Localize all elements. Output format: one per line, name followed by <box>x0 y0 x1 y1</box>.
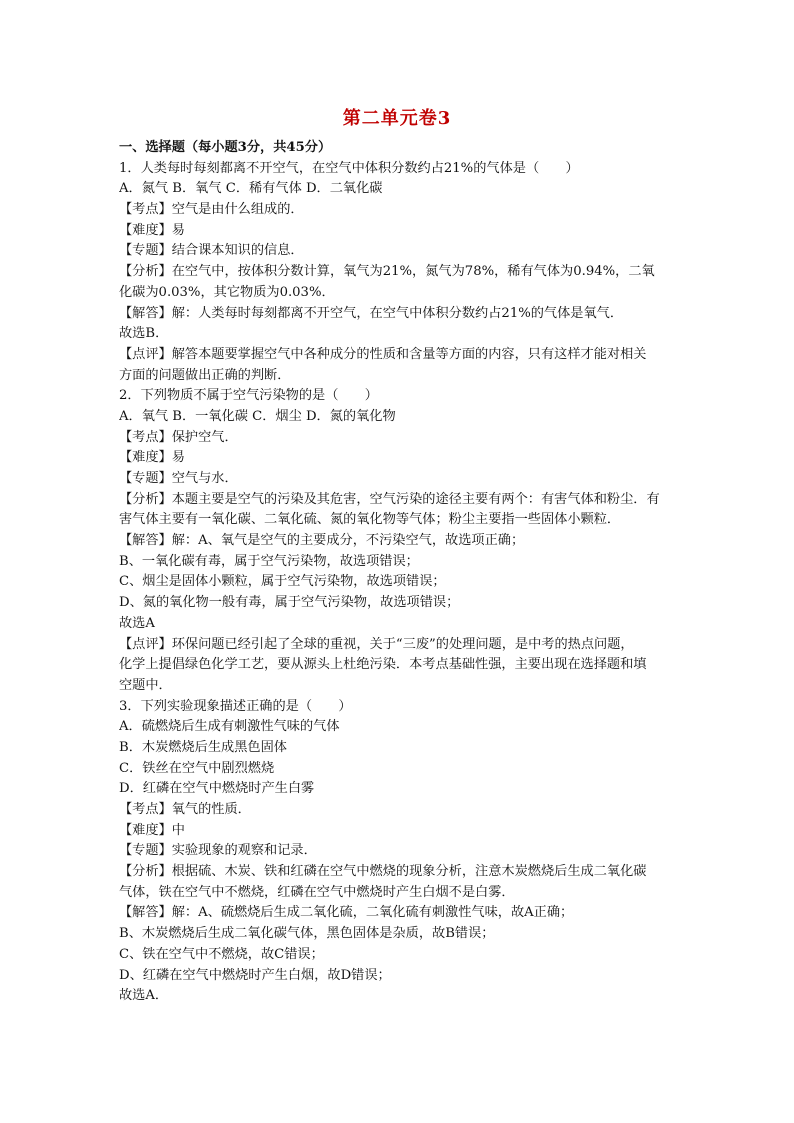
text-line: A．氧气 B．一氧化碳 C．烟尘 D．氮的氧化物 <box>119 408 396 424</box>
text-line: C、烟尘是固体小颗粒，属于空气污染物，故选项错误； <box>119 574 446 590</box>
question-lines <box>119 159 691 1007</box>
text-line: 故选B． <box>119 326 169 342</box>
text-line: 空题中． <box>119 677 172 693</box>
text-line: B、木炭燃烧后生成二氧化碳气体，黑色固体是杂质，故B错误； <box>119 926 495 942</box>
section-heading: 一、选择题（每小题3分，共45分） <box>119 140 332 155</box>
text-line: 【分析】本题主要是空气的污染及其危害，空气污染的途径主要有两个：有害气体和粉尘．有 <box>119 491 660 507</box>
text-line: C．铁丝在空气中剧烈燃烧 <box>119 760 275 776</box>
text-line: 【难度】中 <box>119 822 185 838</box>
text-line: 【专题】结合课本知识的信息． <box>119 243 304 259</box>
text-line: 1．人类每时每刻都离不开空气，在空气中体积分数约占21%的气体是（ ） <box>119 160 579 176</box>
text-line: C、铁在空气中不燃烧，故C错误； <box>119 946 324 962</box>
text-line: A．氮气 B．氧气 C．稀有气体 D．二氧化碳 <box>119 181 383 197</box>
text-line: 【点评】环保问题已经引起了全球的重视，关于“三废”的处理问题，是中考的热点问题， <box>119 636 634 652</box>
text-line: 2．下列物质不属于空气污染物的是（ ） <box>119 388 378 404</box>
text-line: 【考点】空气是由什么组成的． <box>119 202 304 218</box>
text-line: 害气体主要有一氧化碳、二氧化硫、氮的氧化物等气体；粉尘主要指一些固体小颗粒． <box>119 512 621 528</box>
text-line: 化学上提倡绿色化学工艺，要从源头上杜绝污染．本考点基础性强，主要出现在选择题和填 <box>119 657 647 673</box>
text-line: 【专题】空气与水． <box>119 471 238 486</box>
text-line: 【点评】解答本题要掌握空气中各种成分的性质和含量等方面的内容，只有这样才能对相关 <box>119 346 647 362</box>
text-line: 3．下列实验现象描述正确的是（ ） <box>119 698 352 714</box>
text-line: 【解答】解：A、氧气是空气的主要成分，不污染空气，故选项正确； <box>119 533 525 549</box>
text-line: B、一氧化碳有毒，属于空气污染物，故选项错误； <box>119 553 419 569</box>
document-title: 第二单元卷3 <box>342 108 452 129</box>
text-line: 方面的问题做出正确的判断． <box>119 367 291 383</box>
text-line: 【难度】易 <box>119 222 185 238</box>
text-line: A．硫燃烧后生成有刺激性气味的气体 <box>119 719 340 735</box>
text-line: 【考点】保护空气． <box>119 429 238 445</box>
text-line: 【难度】易 <box>119 450 185 466</box>
text-line: 【解答】解：人类每时每刻都离不开空气，在空气中体积分数约占21%的气体是氧气． <box>119 305 624 321</box>
text-line: 【考点】氧气的性质． <box>119 802 251 817</box>
text-line: 【分析】在空气中，按体积分数计算，氧气为21%，氮气为78%，稀有气体为0.94%，二氧 <box>119 264 655 280</box>
text-line: 气体，铁在空气中不燃烧，红磷在空气中燃烧时产生白烟不是白雾． <box>119 884 515 900</box>
text-line: 【解答】解：A、硫燃烧后生成二氧化硫，二氧化硫有刺激性气味，故A正确； <box>119 905 574 921</box>
text-line: 【专题】实验现象的观察和记录． <box>119 843 317 859</box>
text-line: 化碳为0.03%，其它物质为0.03%． <box>119 284 335 300</box>
text-line: D、红磷在空气中燃烧时产生白烟，故D错误； <box>119 967 391 983</box>
document-body <box>119 138 691 1007</box>
text-line: D、氮的氧化物一般有毒，属于空气污染物，故选项错误； <box>119 595 460 611</box>
text-line: 故选A． <box>119 988 169 1004</box>
text-line: 故选A <box>119 615 155 631</box>
text-line: 【分析】根据硫、木炭、铁和红磷在空气中燃烧的现象分析，注意木炭燃烧后生成二氧化碳 <box>119 864 647 880</box>
text-line: B．木炭燃烧后生成黑色固体 <box>119 739 287 755</box>
text-line: D．红磷在空气中燃烧时产生白雾 <box>119 781 315 797</box>
